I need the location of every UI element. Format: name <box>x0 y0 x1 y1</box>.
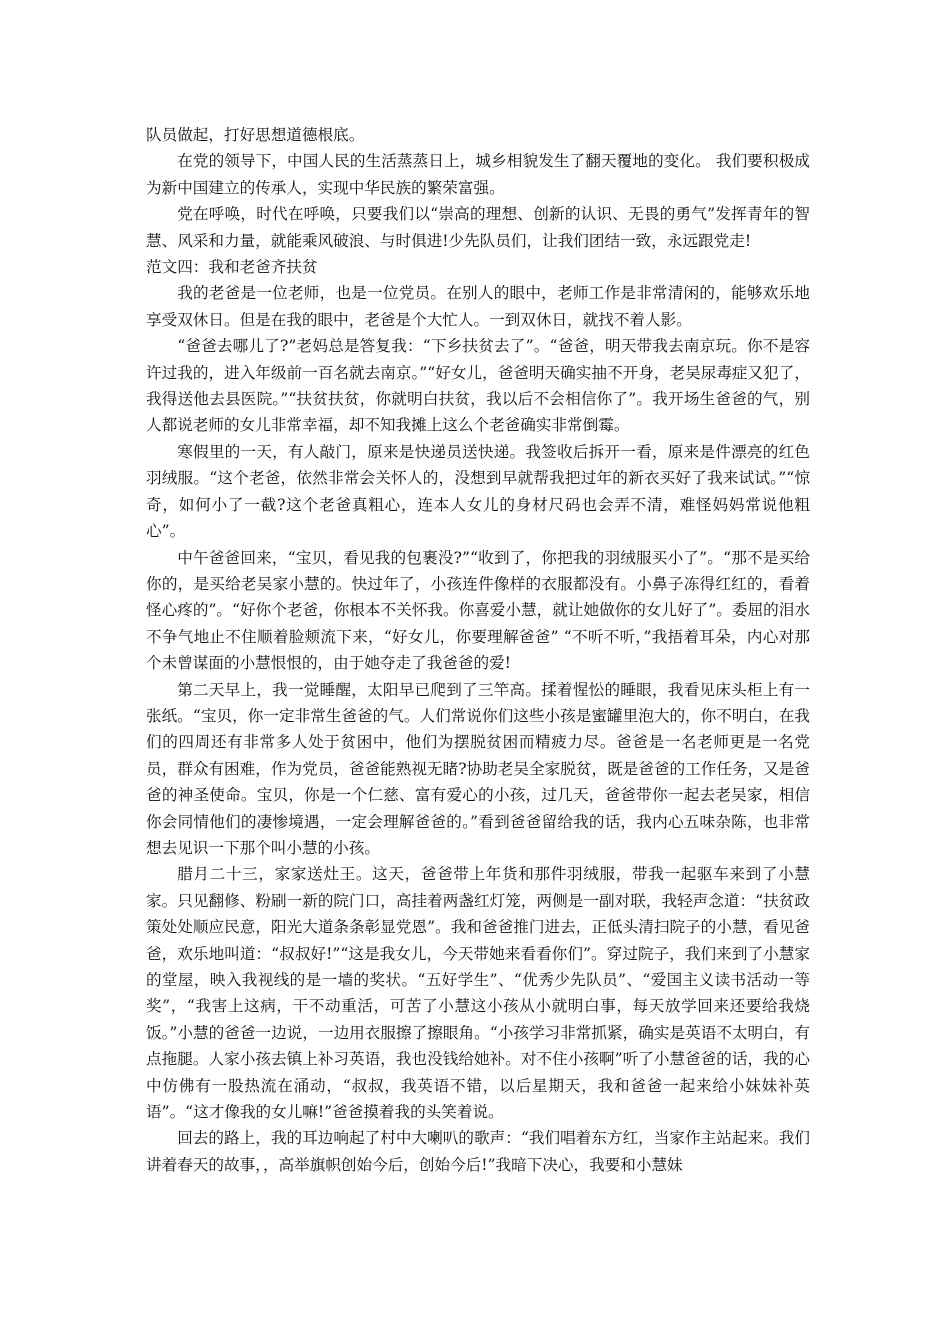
section-heading: 范文四：我和老爸齐扶贫 <box>146 258 318 277</box>
paragraph-6: “爸爸去哪儿了?”老妈总是答复我：“下乡扶贫去了”。“爸爸，明天带我去南京玩。你不是容许过我的，进入年级前一百名就去南京。”“好女儿，爸爸明天确实抽不开身，老吴尿毒症又犯了，我得送他去县医院。”“扶贫扶贫，你就明白扶贫，我以后不会相信你了”。我开场生爸爸的气，别人都说老师的女儿非常幸福，却不知我摊上这么个老爸确实非常倒霉。 <box>146 337 810 435</box>
paragraph-3: 党在呼唤，时代在呼唤，只要我们以“崇高的理想、创新的认识、无畏的勇气”发挥青年的智慧、风采和力量，就能乘风破浪、与时俱进!少先队员们，让我们团结一致，永远跟党走! <box>146 205 810 250</box>
paragraph-11: 回去的路上，我的耳边响起了村中大喇叭的歌声：“我们唱着东方红，当家作主站起来。我们讲着春天的故事，，高举旗帜创始今后，创始今后!”我暗下决心，我要和小慧妹 <box>146 1129 810 1174</box>
paragraph-7: 寒假里的一天，有人敲门，原来是快递员送快递。我签收后拆开一看，原来是件漂亮的红色羽绒服。“这个老爸，依然非常会关怀人的，没想到早就帮我把过年的新衣买好了我来试试。”“惊奇，如何小了一截?这个老爸真粗心，连本人女儿的身材尺码也会弄不清，难怪妈妈常说他粗心”。 <box>146 442 810 541</box>
paragraph-9: 第二天早上，我一觉睡醒，太阳早已爬到了三竿高。揉着惺忪的睡眼，我看见床头柜上有一张纸。“宝贝，你一定非常生爸爸的气。人们常说你们这些小孩是蜜罐里泡大的，你不明白，在我们的四周还有非常多人处于贫困中，他们为摆脱贫困而精疲力尽。爸爸是一名老师更是一名党员，群众有困难，作为党员，爸爸能熟视无睹?协助老吴全家脱贫，既是爸爸的工作任务，又是爸爸的神圣使命。宝贝，你是一个仁慈、富有爱心的小孩，过几天，爸爸带你一起去老吴家，相信你会同情他们的凄惨境遇，一定会理解爸爸的。”看到爸爸留给我的话，我内心五味杂陈，也非常想去见识一下那个叫小慧的小孩。 <box>146 680 810 857</box>
paragraph-1: 队员做起，打好思想道德根底。 <box>146 126 365 144</box>
document-page <box>146 122 810 1178</box>
paragraph-5: 我的老爸是一位老师，也是一位党员。在别人的眼中，老师工作是非常清闲的，能够欢乐地享受双休日。但是在我的眼中，老爸是个大忙人。一到双休日，就找不着人影。 <box>146 284 810 329</box>
paragraph-10: 腊月二十三，家家送灶王。这天，爸爸带上年货和那件羽绒服，带我一起驱车来到了小慧家。只见翻修、粉刷一新的院门口，高挂着两盏红灯笼，两侧是一副对联，我轻声念道：“扶贫政策处处顺应民意，阳光大道条条彰显党恩”。我和爸爸推门进去，正低头清扫院子的小慧，看见爸爸，欢乐地叫道：“叔叔好!”“这是我女儿，今天带她来看看你们”。穿过院子，我们来到了小慧家的堂屋，映入我视线的是一墙的奖状。“五好学生”、“优秀少先队员”、“爱国主义读书活动一等奖”，“我害上这病，干不动重活，可苦了小慧这小孩从小就明白事，每天放学回来还要给我烧饭。”小慧的爸爸一边说，一边用衣服擦了擦眼角。“小孩学习非常抓紧，确实是英语不太明白，有点拖腿。人家小孩去镇上补习英语，我也没钱给她补。对不住小孩啊”听了小慧爸爸的话，我的心中仿佛有一股热流在涌动，“叔叔，我英语不错，以后星期天，我和爸爸一起来给小妹妹补英语”。“这才像我的女儿嘛!”爸爸摸着我的头笑着说。 <box>146 865 810 1122</box>
paragraph-8: 中午爸爸回来，“宝贝，看见我的包裹没?”“收到了，你把我的羽绒服买小了”。“那不是买给你的，是买给老吴家小慧的。快过年了，小孩连件像样的衣服都没有。小鼻子冻得红红的，看着怪心疼的”。“好你个老爸，你根本不关怀我。你喜爱小慧，就让她做你的女儿好了”。委屈的泪水不争气地止不住顺着脸颊流下来，“好女儿，你要理解爸爸” “不听不听，”我捂着耳朵，内心对那个未曾谋面的小慧恨恨的，由于她夺走了我爸爸的爱! <box>146 548 810 673</box>
paragraph-2: 在党的领导下，中国人民的生活蒸蒸日上，城乡相貌发生了翻天覆地的变化。 我们要积极成为新中国建立的传承人，实现中华民族的繁荣富强。 <box>146 152 810 197</box>
